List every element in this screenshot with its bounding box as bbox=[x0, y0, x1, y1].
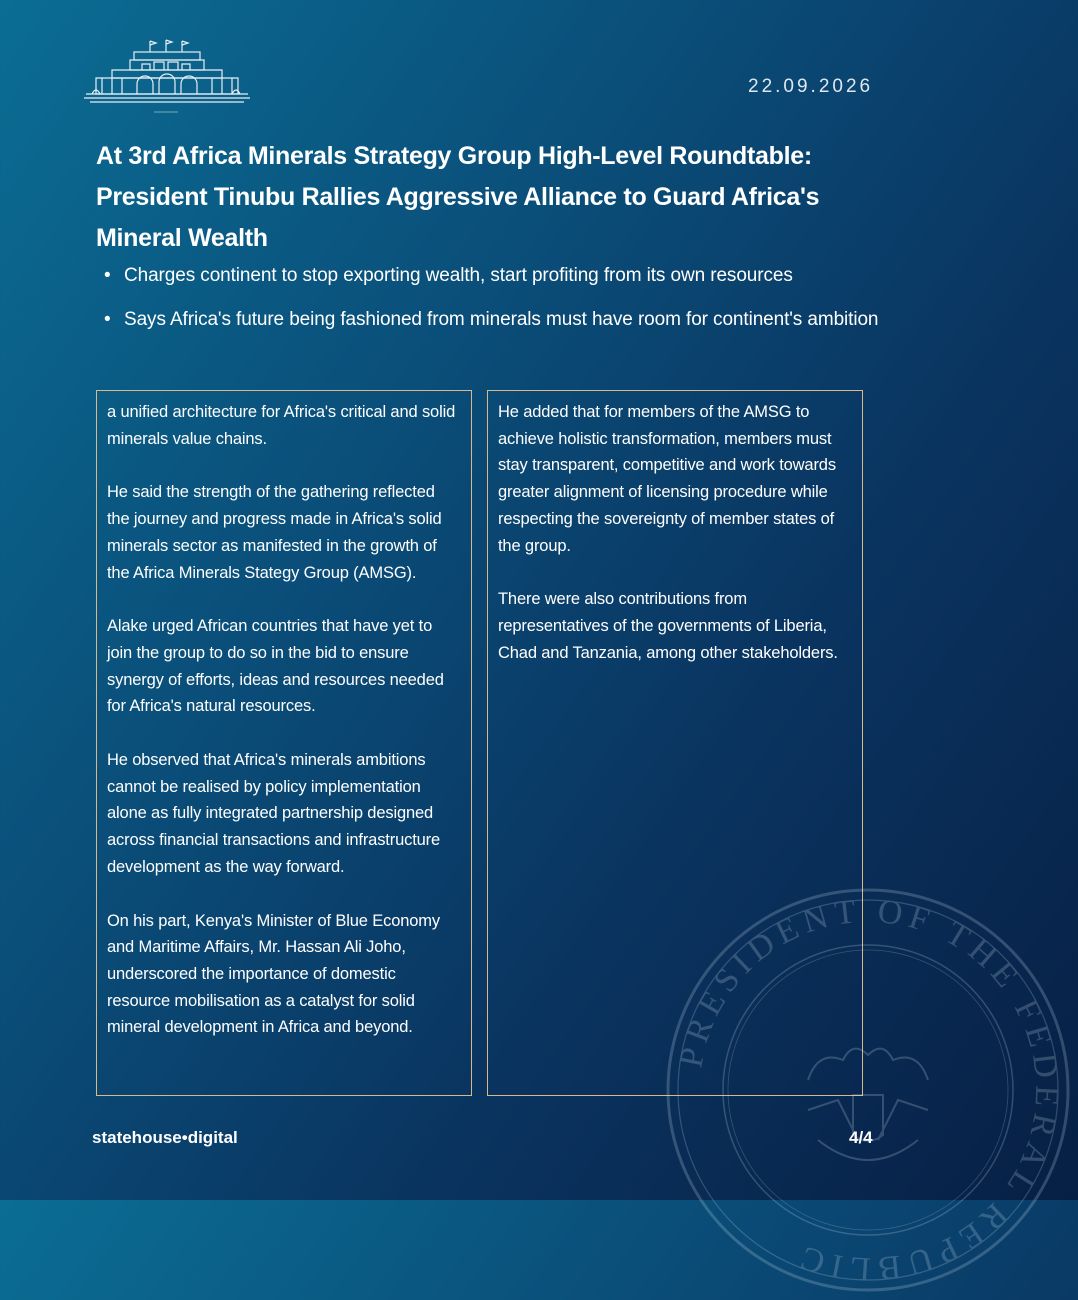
headline: At 3rd Africa Minerals Strategy Group High-Level Roundtable: President Tinubu Rallies Aggressive Alliance to Guard Africa's Mineral Wealth bbox=[96, 142, 820, 252]
page-number: 4/4 bbox=[849, 1128, 873, 1147]
paragraph: He observed that Africa's minerals ambitions cannot be realised by policy implementation alone as fully integrated partnership designed across financial transactions and infrastructure development as the way forward. bbox=[107, 751, 441, 876]
brand-footer: statehouse•digital bbox=[92, 1128, 238, 1147]
paragraph: a unified architecture for Africa's critical and solid minerals value chains. bbox=[107, 403, 456, 448]
paragraph: On his part, Kenya's Minister of Blue Economy and Maritime Affairs, Mr. Hassan Ali Joho, underscored the importance of domestic resource mobilisation as a catalyst for solid mineral development in Africa and beyond. bbox=[107, 911, 440, 1037]
bullet-item bbox=[100, 308, 890, 332]
date: 22.09.2026 bbox=[748, 76, 874, 97]
statehouse-logo bbox=[82, 38, 252, 118]
left-column bbox=[96, 390, 472, 1096]
bullet-text: Charges continent to stop exporting wealth, start profiting from its own resources bbox=[124, 265, 793, 286]
bullet-dot-icon: • bbox=[104, 309, 111, 330]
presidential-seal-watermark bbox=[658, 880, 1078, 1300]
bullet-dot-icon: • bbox=[104, 265, 111, 286]
paragraph: Alake urged African countries that have yet to join the group to do so in the bid to ensure synergy of efforts, ideas and resources needed for Africa's natural resources. bbox=[107, 617, 444, 716]
paragraph: There were also contributions from representatives of the governments of Liberia, Chad and Tanzania, among other stakeholders. bbox=[498, 590, 838, 662]
bullet-item bbox=[100, 264, 890, 288]
seal-text: PRESIDENT OF THE FEDERAL REPUBLIC bbox=[672, 892, 1066, 1288]
bullet-list bbox=[100, 264, 890, 352]
paragraph: He said the strength of the gathering reflected the journey and progress made in Africa's solid minerals sector as manifested in the growth of the Africa Minerals Stategy Group (AMSG). bbox=[107, 483, 442, 582]
paragraph: He added that for members of the AMSG to achieve holistic transformation, members must stay transparent, competitive and work towards greater alignment of licensing procedure while respecting the sovereignty of member states of the group. bbox=[498, 403, 836, 555]
bullet-text: Says Africa's future being fashioned from minerals must have room for continent's ambition bbox=[124, 309, 879, 330]
svg-text:PRESIDENT OF THE FEDERAL REPUB bbox=[672, 893, 1065, 1288]
